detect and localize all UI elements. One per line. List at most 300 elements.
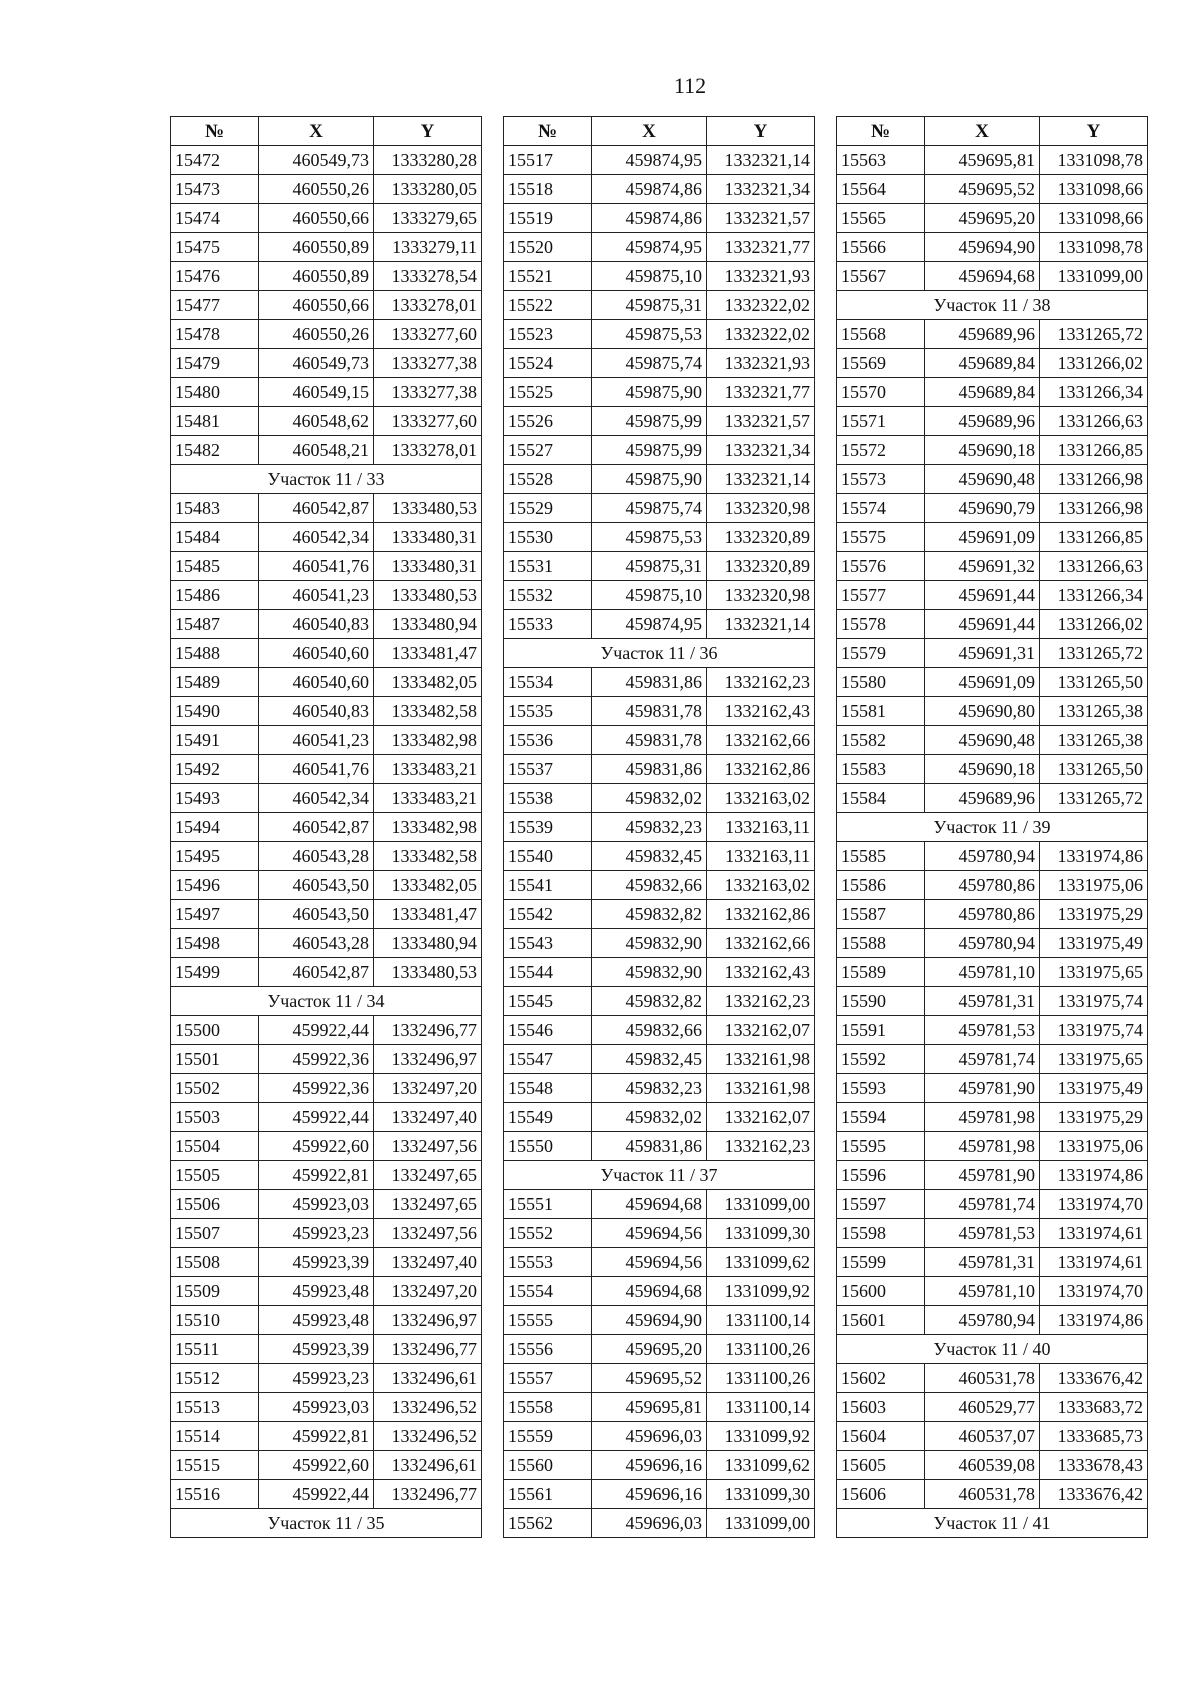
y-coordinate-cell: 1331975,65 (1040, 958, 1148, 987)
x-coordinate-cell: 459832,66 (592, 1016, 707, 1045)
x-coordinate-cell: 460541,23 (259, 581, 374, 610)
point-number-cell: 15529 (504, 494, 592, 523)
page-number: 112 (673, 73, 707, 98)
y-coordinate-cell: 1331099,92 (707, 1277, 815, 1306)
point-number-cell: 15536 (504, 726, 592, 755)
y-coordinate-cell: 1332162,23 (707, 668, 815, 697)
section-title: Участок 11 / 40 (837, 1335, 1148, 1364)
point-number-cell: 15498 (171, 929, 259, 958)
x-coordinate-cell: 459832,45 (592, 842, 707, 871)
table-row (171, 262, 482, 291)
section-title: Участок 11 / 33 (171, 465, 482, 494)
y-coordinate-cell: 1332161,98 (707, 1045, 815, 1074)
x-coordinate-cell: 459875,31 (592, 291, 707, 320)
y-coordinate-cell: 1333482,05 (374, 871, 482, 900)
y-coordinate-cell: 1332496,97 (374, 1306, 482, 1335)
y-coordinate-cell: 1331099,62 (707, 1451, 815, 1480)
point-number-cell: 15548 (504, 1074, 592, 1103)
point-number-cell: 15549 (504, 1103, 592, 1132)
y-coordinate-cell: 1331265,50 (1040, 668, 1148, 697)
point-number-cell: 15483 (171, 494, 259, 523)
point-number-cell: 15531 (504, 552, 592, 581)
x-coordinate-cell: 460541,76 (259, 552, 374, 581)
table-row (837, 668, 1148, 697)
table-row (171, 378, 482, 407)
x-coordinate-cell: 459832,02 (592, 784, 707, 813)
point-number-cell: 15555 (504, 1306, 592, 1335)
point-number-cell: 15562 (504, 1509, 592, 1538)
x-coordinate-cell: 459874,86 (592, 175, 707, 204)
point-number-cell: 15501 (171, 1045, 259, 1074)
y-coordinate-cell: 1332496,97 (374, 1045, 482, 1074)
x-coordinate-cell: 459781,53 (925, 1016, 1040, 1045)
point-number-cell: 15474 (171, 204, 259, 233)
x-coordinate-cell: 460550,89 (259, 233, 374, 262)
header-number: № (504, 117, 592, 146)
point-number-cell: 15572 (837, 436, 925, 465)
y-coordinate-cell: 1333277,38 (374, 378, 482, 407)
table-row (837, 233, 1148, 262)
point-number-cell: 15513 (171, 1393, 259, 1422)
x-coordinate-cell: 459831,78 (592, 697, 707, 726)
table-row (837, 1451, 1148, 1480)
point-number-cell: 15534 (504, 668, 592, 697)
table-row (504, 1016, 815, 1045)
y-coordinate-cell: 1333481,47 (374, 900, 482, 929)
y-coordinate-cell: 1332162,07 (707, 1016, 815, 1045)
table-row (171, 784, 482, 813)
point-number-cell: 15473 (171, 175, 259, 204)
y-coordinate-cell: 1331975,65 (1040, 1045, 1148, 1074)
point-number-cell: 15504 (171, 1132, 259, 1161)
y-coordinate-cell: 1332162,66 (707, 929, 815, 958)
x-coordinate-cell: 459875,74 (592, 349, 707, 378)
y-coordinate-cell: 1333482,98 (374, 726, 482, 755)
header-x: X (259, 117, 374, 146)
point-number-cell: 15599 (837, 1248, 925, 1277)
x-coordinate-cell: 459781,98 (925, 1132, 1040, 1161)
y-coordinate-cell: 1333482,58 (374, 842, 482, 871)
point-number-cell: 15552 (504, 1219, 592, 1248)
y-coordinate-cell: 1332162,07 (707, 1103, 815, 1132)
point-number-cell: 15585 (837, 842, 925, 871)
y-coordinate-cell: 1331098,78 (1040, 146, 1148, 175)
x-coordinate-cell: 459922,60 (259, 1451, 374, 1480)
point-number-cell: 15502 (171, 1074, 259, 1103)
x-coordinate-cell: 460550,66 (259, 204, 374, 233)
table-row (837, 1161, 1148, 1190)
y-coordinate-cell: 1332162,23 (707, 987, 815, 1016)
x-coordinate-cell: 459780,86 (925, 871, 1040, 900)
point-number-cell: 15587 (837, 900, 925, 929)
table-row (504, 1103, 815, 1132)
table-row (837, 465, 1148, 494)
table-row (171, 958, 482, 987)
x-coordinate-cell: 460539,08 (925, 1451, 1040, 1480)
x-coordinate-cell: 459875,90 (592, 378, 707, 407)
y-coordinate-cell: 1331100,26 (707, 1335, 815, 1364)
x-coordinate-cell: 459781,98 (925, 1103, 1040, 1132)
table-header-row (837, 117, 1148, 146)
y-coordinate-cell: 1332321,14 (707, 146, 815, 175)
point-number-cell: 15547 (504, 1045, 592, 1074)
table-row (504, 1422, 815, 1451)
y-coordinate-cell: 1332321,57 (707, 407, 815, 436)
table-row (837, 407, 1148, 436)
table-row (171, 610, 482, 639)
x-coordinate-cell: 459832,90 (592, 958, 707, 987)
y-coordinate-cell: 1331974,86 (1040, 1306, 1148, 1335)
x-coordinate-cell: 459831,86 (592, 755, 707, 784)
y-coordinate-cell: 1333277,60 (374, 407, 482, 436)
y-coordinate-cell: 1332496,77 (374, 1480, 482, 1509)
y-coordinate-cell: 1331266,98 (1040, 465, 1148, 494)
y-coordinate-cell: 1331266,02 (1040, 610, 1148, 639)
y-coordinate-cell: 1333678,43 (1040, 1451, 1148, 1480)
y-coordinate-cell: 1331100,14 (707, 1306, 815, 1335)
point-number-cell: 15510 (171, 1306, 259, 1335)
point-number-cell: 15605 (837, 1451, 925, 1480)
x-coordinate-cell: 459781,10 (925, 1277, 1040, 1306)
point-number-cell: 15604 (837, 1422, 925, 1451)
y-coordinate-cell: 1331266,85 (1040, 523, 1148, 552)
y-coordinate-cell: 1331975,29 (1040, 900, 1148, 929)
point-number-cell: 15584 (837, 784, 925, 813)
y-coordinate-cell: 1332321,93 (707, 349, 815, 378)
x-coordinate-cell: 459689,84 (925, 378, 1040, 407)
table-row (837, 1219, 1148, 1248)
y-coordinate-cell: 1333683,72 (1040, 1393, 1148, 1422)
table-row (504, 1306, 815, 1335)
point-number-cell: 15522 (504, 291, 592, 320)
x-coordinate-cell: 459875,90 (592, 465, 707, 494)
x-coordinate-cell: 460543,50 (259, 871, 374, 900)
point-number-cell: 15505 (171, 1161, 259, 1190)
x-coordinate-cell: 459922,36 (259, 1045, 374, 1074)
y-coordinate-cell: 1332163,11 (707, 842, 815, 871)
x-coordinate-cell: 460542,87 (259, 958, 374, 987)
x-coordinate-cell: 459780,94 (925, 842, 1040, 871)
point-number-cell: 15606 (837, 1480, 925, 1509)
x-coordinate-cell: 460542,34 (259, 523, 374, 552)
section-row (171, 987, 482, 1016)
x-coordinate-cell: 459923,39 (259, 1335, 374, 1364)
x-coordinate-cell: 459780,86 (925, 900, 1040, 929)
point-number-cell: 15521 (504, 262, 592, 291)
y-coordinate-cell: 1331099,00 (707, 1190, 815, 1219)
point-number-cell: 15603 (837, 1393, 925, 1422)
point-number-cell: 15573 (837, 465, 925, 494)
table-row (504, 668, 815, 697)
y-coordinate-cell: 1331265,50 (1040, 755, 1148, 784)
x-coordinate-cell: 460540,60 (259, 639, 374, 668)
x-coordinate-cell: 459874,95 (592, 610, 707, 639)
table-row (837, 552, 1148, 581)
x-coordinate-cell: 459923,39 (259, 1248, 374, 1277)
y-coordinate-cell: 1331975,06 (1040, 871, 1148, 900)
y-coordinate-cell: 1331099,30 (707, 1480, 815, 1509)
point-number-cell: 15586 (837, 871, 925, 900)
y-coordinate-cell: 1331098,66 (1040, 175, 1148, 204)
y-coordinate-cell: 1333280,05 (374, 175, 482, 204)
x-coordinate-cell: 460542,87 (259, 494, 374, 523)
x-coordinate-cell: 459690,48 (925, 465, 1040, 494)
table-row (171, 349, 482, 378)
y-coordinate-cell: 1331974,70 (1040, 1277, 1148, 1306)
point-number-cell: 15595 (837, 1132, 925, 1161)
y-coordinate-cell: 1331265,38 (1040, 697, 1148, 726)
y-coordinate-cell: 1331975,74 (1040, 1016, 1148, 1045)
table-row (171, 1190, 482, 1219)
y-coordinate-cell: 1332497,20 (374, 1074, 482, 1103)
y-coordinate-cell: 1331974,86 (1040, 1161, 1148, 1190)
x-coordinate-cell: 459923,48 (259, 1277, 374, 1306)
point-number-cell: 15524 (504, 349, 592, 378)
section-row (837, 291, 1148, 320)
coordinates-table-1 (170, 116, 482, 1538)
y-coordinate-cell: 1332496,61 (374, 1364, 482, 1393)
x-coordinate-cell: 459695,52 (925, 175, 1040, 204)
table-row (837, 494, 1148, 523)
x-coordinate-cell: 459691,09 (925, 523, 1040, 552)
table-row (837, 1277, 1148, 1306)
table-row (504, 436, 815, 465)
x-coordinate-cell: 459691,44 (925, 581, 1040, 610)
point-number-cell: 15546 (504, 1016, 592, 1045)
point-number-cell: 15472 (171, 146, 259, 175)
x-coordinate-cell: 459781,31 (925, 987, 1040, 1016)
table-row (504, 610, 815, 639)
x-coordinate-cell: 459694,68 (592, 1190, 707, 1219)
y-coordinate-cell: 1333480,94 (374, 929, 482, 958)
point-number-cell: 15516 (171, 1480, 259, 1509)
y-coordinate-cell: 1331266,34 (1040, 581, 1148, 610)
table-row (504, 204, 815, 233)
table-row (837, 784, 1148, 813)
table-row (171, 726, 482, 755)
y-coordinate-cell: 1333279,11 (374, 233, 482, 262)
y-coordinate-cell: 1332321,77 (707, 378, 815, 407)
y-coordinate-cell: 1332497,65 (374, 1161, 482, 1190)
x-coordinate-cell: 459875,10 (592, 581, 707, 610)
x-coordinate-cell: 459690,80 (925, 697, 1040, 726)
x-coordinate-cell: 459923,03 (259, 1393, 374, 1422)
y-coordinate-cell: 1331100,26 (707, 1364, 815, 1393)
x-coordinate-cell: 459875,53 (592, 523, 707, 552)
y-coordinate-cell: 1333480,53 (374, 494, 482, 523)
point-number-cell: 15523 (504, 320, 592, 349)
point-number-cell: 15477 (171, 291, 259, 320)
y-coordinate-cell: 1333482,05 (374, 668, 482, 697)
y-coordinate-cell: 1331099,00 (1040, 262, 1148, 291)
table-row (504, 1248, 815, 1277)
table-row (504, 146, 815, 175)
point-number-cell: 15511 (171, 1335, 259, 1364)
table-row (171, 204, 482, 233)
section-title: Участок 11 / 34 (171, 987, 482, 1016)
y-coordinate-cell: 1331100,14 (707, 1393, 815, 1422)
y-coordinate-cell: 1333480,31 (374, 523, 482, 552)
table-row (837, 958, 1148, 987)
table-row (504, 233, 815, 262)
x-coordinate-cell: 459922,44 (259, 1016, 374, 1045)
y-coordinate-cell: 1332497,65 (374, 1190, 482, 1219)
table-row (171, 291, 482, 320)
x-coordinate-cell: 459874,95 (592, 233, 707, 262)
table-row (504, 465, 815, 494)
x-coordinate-cell: 459690,79 (925, 494, 1040, 523)
x-coordinate-cell: 459781,31 (925, 1248, 1040, 1277)
y-coordinate-cell: 1332321,57 (707, 204, 815, 233)
x-coordinate-cell: 459781,74 (925, 1190, 1040, 1219)
point-number-cell: 15591 (837, 1016, 925, 1045)
y-coordinate-cell: 1332497,40 (374, 1103, 482, 1132)
x-coordinate-cell: 459689,96 (925, 784, 1040, 813)
section-title: Участок 11 / 41 (837, 1509, 1148, 1538)
y-coordinate-cell: 1332497,56 (374, 1132, 482, 1161)
x-coordinate-cell: 459780,94 (925, 929, 1040, 958)
table-row (837, 755, 1148, 784)
table-row (504, 262, 815, 291)
x-coordinate-cell: 459781,10 (925, 958, 1040, 987)
table-row (171, 581, 482, 610)
x-coordinate-cell: 460542,34 (259, 784, 374, 813)
y-coordinate-cell: 1332161,98 (707, 1074, 815, 1103)
x-coordinate-cell: 460549,15 (259, 378, 374, 407)
table-row (504, 784, 815, 813)
point-number-cell: 15566 (837, 233, 925, 262)
y-coordinate-cell: 1332162,86 (707, 900, 815, 929)
section-title: Участок 11 / 39 (837, 813, 1148, 842)
table-row (837, 929, 1148, 958)
x-coordinate-cell: 459694,68 (925, 262, 1040, 291)
y-coordinate-cell: 1331975,06 (1040, 1132, 1148, 1161)
x-coordinate-cell: 459696,03 (592, 1509, 707, 1538)
table-row (837, 842, 1148, 871)
x-coordinate-cell: 459691,09 (925, 668, 1040, 697)
x-coordinate-cell: 459922,36 (259, 1074, 374, 1103)
y-coordinate-cell: 1332162,43 (707, 958, 815, 987)
table-row (837, 175, 1148, 204)
table-row (837, 378, 1148, 407)
table-row (504, 987, 815, 1016)
table-row (171, 1480, 482, 1509)
section-title: Участок 11 / 38 (837, 291, 1148, 320)
x-coordinate-cell: 459875,53 (592, 320, 707, 349)
table-row (837, 871, 1148, 900)
table-row (837, 639, 1148, 668)
x-coordinate-cell: 459690,18 (925, 755, 1040, 784)
point-number-cell: 15486 (171, 581, 259, 610)
section-row (837, 1509, 1148, 1538)
table-row (171, 1161, 482, 1190)
y-coordinate-cell: 1331266,98 (1040, 494, 1148, 523)
table-row (171, 1306, 482, 1335)
table-row (837, 1248, 1148, 1277)
point-number-cell: 15503 (171, 1103, 259, 1132)
y-coordinate-cell: 1331974,70 (1040, 1190, 1148, 1219)
y-coordinate-cell: 1333481,47 (374, 639, 482, 668)
x-coordinate-cell: 459831,78 (592, 726, 707, 755)
table-header-row (504, 117, 815, 146)
point-number-cell: 15577 (837, 581, 925, 610)
table-row (504, 842, 815, 871)
x-coordinate-cell: 459780,94 (925, 1306, 1040, 1335)
table-row (837, 726, 1148, 755)
point-number-cell: 15553 (504, 1248, 592, 1277)
y-coordinate-cell: 1331975,49 (1040, 1074, 1148, 1103)
table-row (171, 1045, 482, 1074)
point-number-cell: 15492 (171, 755, 259, 784)
point-number-cell: 15592 (837, 1045, 925, 1074)
table-row (837, 436, 1148, 465)
point-number-cell: 15525 (504, 378, 592, 407)
table-row (171, 929, 482, 958)
point-number-cell: 15561 (504, 1480, 592, 1509)
x-coordinate-cell: 459875,31 (592, 552, 707, 581)
point-number-cell: 15496 (171, 871, 259, 900)
point-number-cell: 15567 (837, 262, 925, 291)
y-coordinate-cell: 1331265,72 (1040, 784, 1148, 813)
y-coordinate-cell: 1331266,85 (1040, 436, 1148, 465)
table-row (504, 378, 815, 407)
x-coordinate-cell: 459832,02 (592, 1103, 707, 1132)
y-coordinate-cell: 1333685,73 (1040, 1422, 1148, 1451)
y-coordinate-cell: 1332321,77 (707, 233, 815, 262)
point-number-cell: 15540 (504, 842, 592, 871)
y-coordinate-cell: 1333676,42 (1040, 1364, 1148, 1393)
x-coordinate-cell: 459694,56 (592, 1248, 707, 1277)
table-row (837, 1190, 1148, 1219)
point-number-cell: 15500 (171, 1016, 259, 1045)
table-row (171, 1277, 482, 1306)
point-number-cell: 15532 (504, 581, 592, 610)
table-row (171, 1248, 482, 1277)
x-coordinate-cell: 459690,18 (925, 436, 1040, 465)
point-number-cell: 15583 (837, 755, 925, 784)
x-coordinate-cell: 459832,23 (592, 1074, 707, 1103)
table-row (171, 494, 482, 523)
table-row (171, 1219, 482, 1248)
y-coordinate-cell: 1333480,31 (374, 552, 482, 581)
point-number-cell: 15489 (171, 668, 259, 697)
y-coordinate-cell: 1333278,54 (374, 262, 482, 291)
table-row (837, 1132, 1148, 1161)
coordinates-table-2 (503, 116, 815, 1538)
point-number-cell: 15580 (837, 668, 925, 697)
point-number-cell: 15575 (837, 523, 925, 552)
point-number-cell: 15574 (837, 494, 925, 523)
x-coordinate-cell: 459923,23 (259, 1219, 374, 1248)
y-coordinate-cell: 1332321,93 (707, 262, 815, 291)
point-number-cell: 15600 (837, 1277, 925, 1306)
point-number-cell: 15517 (504, 146, 592, 175)
x-coordinate-cell: 459694,56 (592, 1219, 707, 1248)
x-coordinate-cell: 460529,77 (925, 1393, 1040, 1422)
table-row (837, 1045, 1148, 1074)
table-row (504, 1393, 815, 1422)
y-coordinate-cell: 1331266,63 (1040, 552, 1148, 581)
y-coordinate-cell: 1332162,43 (707, 697, 815, 726)
point-number-cell: 15479 (171, 349, 259, 378)
table-row (504, 175, 815, 204)
x-coordinate-cell: 460550,66 (259, 291, 374, 320)
x-coordinate-cell: 460549,73 (259, 146, 374, 175)
point-number-cell: 15515 (171, 1451, 259, 1480)
table-row (171, 523, 482, 552)
table-row (837, 1306, 1148, 1335)
x-coordinate-cell: 460550,89 (259, 262, 374, 291)
